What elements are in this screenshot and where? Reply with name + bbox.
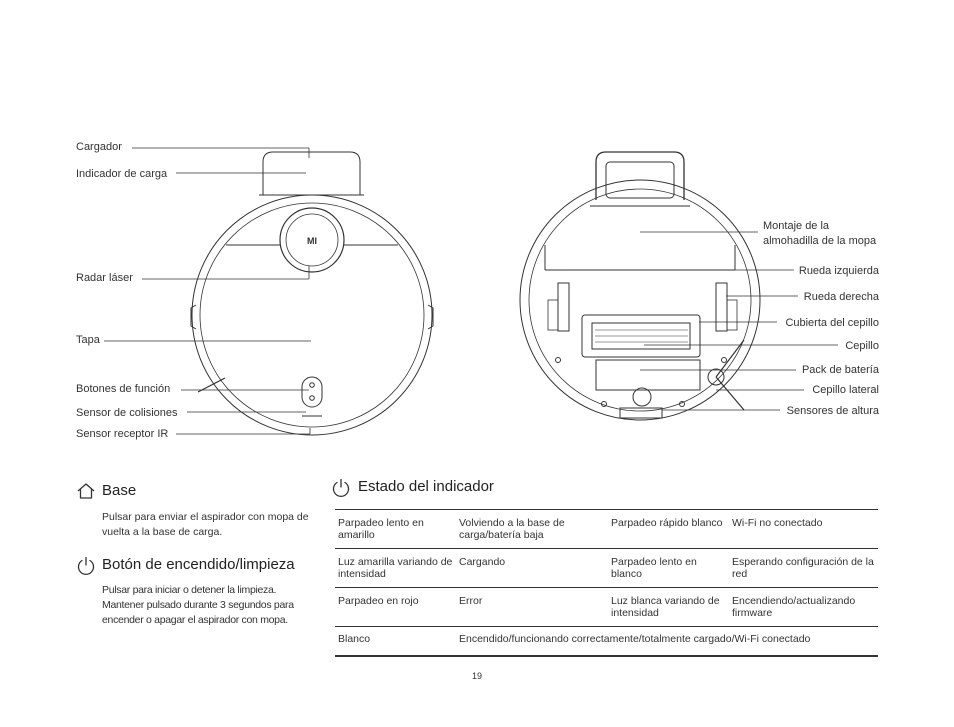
label-indicador-carga: Indicador de carga [76,168,168,180]
table-cell: Parpadeo lento en amarillo [335,510,456,549]
table-cell: Parpadeo rápido blanco [608,510,729,549]
table-cell: Luz amarilla variando de intensidad [335,549,456,588]
page-number: 19 [471,671,482,681]
table-row [335,588,878,627]
table-cell: Error [456,588,608,627]
table-row [335,510,878,549]
table-cell: Blanco [335,627,456,657]
table-cell: Encendiendo/actualizando firmware [729,588,878,627]
label-cargador: Cargador [76,141,122,153]
table-cell: Parpadeo lento en blanco [608,549,729,588]
label-rueda-derecha: Rueda derecha [803,291,879,303]
table-cell: Luz blanca variando de intensidad [608,588,729,627]
label-montaje-1: Montaje de la [763,220,830,232]
label-sensor-ir: Sensor receptor IR [76,428,169,440]
power-description: Pulsar para iniciar o detener la limpieza. Mantener pulsado durante 3 segundos para encender o apagar el aspirador con mopa. [102,584,294,626]
power-icon [331,478,351,498]
table-cell: Parpadeo en rojo [335,588,456,627]
label-pack-bateria: Pack de batería [801,364,879,376]
table-row [335,627,878,657]
robot-bottom-view [520,152,760,420]
power-title: Botón de encendido/limpieza [102,556,295,573]
label-cepillo-lateral: Cepillo lateral [812,384,879,396]
label-cubierta-cepillo: Cubierta del cepillo [785,317,879,329]
table-cell: Cargando [456,549,608,588]
table-cell: Volviendo a la base de carga/batería baja [456,510,608,549]
indicator-title: Estado del indicador [358,478,494,495]
base-description: Pulsar para enviar el aspirador con mopa de vuelta a la base de carga. [102,511,309,538]
robot-top-view [191,152,433,435]
table-cell: Esperando configuración de la red [729,549,878,588]
label-montaje-2: almohadilla de la mopa [763,235,877,247]
table-cell: Encendido/funcionando correctamente/totalmente cargado/Wi-Fi conectado [456,627,878,657]
label-sensor-colisiones: Sensor de colisiones [76,407,178,419]
label-rueda-izquierda: Rueda izquierda [798,265,879,277]
label-tapa: Tapa [76,334,100,346]
label-botones-funcion: Botones de función [76,383,171,395]
power-icon [76,556,96,576]
label-radar-laser: Radar láser [76,272,133,284]
table-cell: Wi-Fi no conectado [729,510,878,549]
table-row [335,549,878,588]
label-cepillo: Cepillo [845,340,879,352]
base-title: Base [102,482,137,499]
mi-logo: MI [307,236,317,246]
label-sensores-altura: Sensores de altura [786,405,879,417]
home-icon [76,482,96,500]
indicator-table [335,509,878,657]
